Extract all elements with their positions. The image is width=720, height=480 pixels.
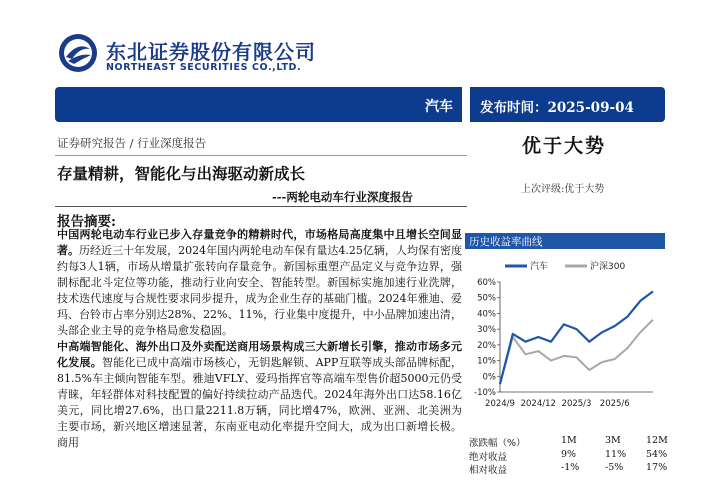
y-tick-label: 30% — [477, 325, 496, 336]
report-subtitle: ---两轮电动车行业深度报告 — [272, 190, 413, 204]
table-cell: 9% — [561, 449, 577, 460]
y-tick-label: 0% — [482, 372, 496, 383]
report-title: 存量精耕，智能化与出海驱动新成长 — [57, 164, 306, 183]
y-tick-label: 60% — [477, 278, 496, 288]
abstract-heading: 报告摘要: — [57, 214, 116, 230]
table-header: 3M — [605, 435, 621, 446]
y-tick-label: -10% — [474, 388, 496, 398]
breadcrumb: 证券研究报告 / 行业深度报告 — [57, 136, 207, 150]
table-header: 1M — [561, 435, 577, 446]
legend-label: 沪深300 — [590, 262, 626, 272]
company-name-cn: 东北证券股份有限公司 — [106, 40, 316, 64]
table-cell: 绝对收益 — [469, 452, 508, 463]
abstract-text: 智能化已成中高端市场核心，无钥匙解锁、APP互联等成头部品牌标配，81.5%车主倾向智能车型。雅迪VFLY、爱玛指挥官等高端车型售价超5000元仍受青睐，年轻群体对科技配置的偏好持续拉动产品迭代。2024年海外出口达58.16亿美元，同比增27.6%，出口量2211.8万辆，同比增47%，欧洲、亚洲、北美洲为主要市场，新兴地区增速显著，东南亚电动化率提升空间大，成为出口新增长极。商用 — [57, 356, 463, 449]
x-tick-label: 2025/3 — [561, 399, 592, 409]
abstract-text: 历经近三十年发展，2024年国内两轮电动车保有量达4.25亿辆，人均保有密度约每3人1辆，市场从增量扩张转向存量竞争。新国标重塑产品定义与竞争边界，强制标配北斗定位等功能，推动行业向安全、智能转型。新国标实施加速行业洗牌，技术迭代速度与合规性要求同步提升，成为企业生存的基础门槛。2024年雅迪、爱玛、台铃市占率分别达28%、22%、11%，行业集中度提升，中小品牌加速出清，头部企业主导的竞争格局愈发稳固。 — [57, 244, 462, 337]
x-tick-label: 2025/6 — [599, 399, 630, 409]
table-row — [465, 462, 668, 476]
y-tick-label: 50% — [477, 293, 496, 304]
y-tick-label: 40% — [477, 309, 496, 320]
divider — [55, 155, 467, 156]
abstract-body — [57, 227, 462, 451]
table-header: 涨跌幅（%） — [469, 438, 526, 449]
abstract-paragraph — [57, 339, 462, 451]
table-cell: 11% — [605, 449, 627, 460]
divider — [55, 206, 467, 207]
abstract-lead: 中高端智能化、海外出口及外卖配送商用场景构成三大新增长引擎，推动市场多元化发展。 — [57, 340, 462, 369]
table-cell: 17% — [646, 462, 668, 473]
abstract-paragraph — [57, 227, 462, 339]
header-banner — [55, 87, 462, 122]
chart-header-label: 历史收益率曲线 — [469, 236, 543, 248]
table-header-row — [465, 435, 668, 449]
company-name-en: NORTHEAST SECURITIES CO.,LTD. — [106, 62, 302, 73]
publish-date: 发布时间：2025-09-04 — [480, 100, 634, 116]
y-tick-label: 10% — [477, 356, 496, 367]
table-cell: -1% — [561, 462, 580, 473]
table-cell: -5% — [605, 462, 624, 473]
x-tick-label: 2024/9 — [485, 399, 515, 409]
series-line-auto — [500, 291, 653, 384]
return-chart — [465, 252, 665, 430]
x-tick-label: 2024/12 — [520, 399, 556, 409]
table-cell: 相对收益 — [469, 465, 508, 476]
table-cell: 54% — [646, 449, 668, 460]
abstract-lead: 中国两轮电动车行业已步入存量竞争的精耕时代，市场格局高度集中且增长空间显著。 — [57, 228, 462, 257]
table-row — [465, 449, 668, 463]
banner-divider — [462, 87, 470, 122]
rating-current: 优于大势 — [522, 135, 607, 157]
chart-header — [465, 233, 665, 249]
y-tick-label: 20% — [477, 340, 496, 351]
rating-previous: 上次评级:优于大势 — [521, 184, 605, 195]
legend-label: 汽车 — [530, 262, 549, 272]
company-logo — [58, 33, 98, 73]
industry-label: 汽车 — [425, 99, 453, 115]
table-header: 12M — [646, 435, 668, 446]
